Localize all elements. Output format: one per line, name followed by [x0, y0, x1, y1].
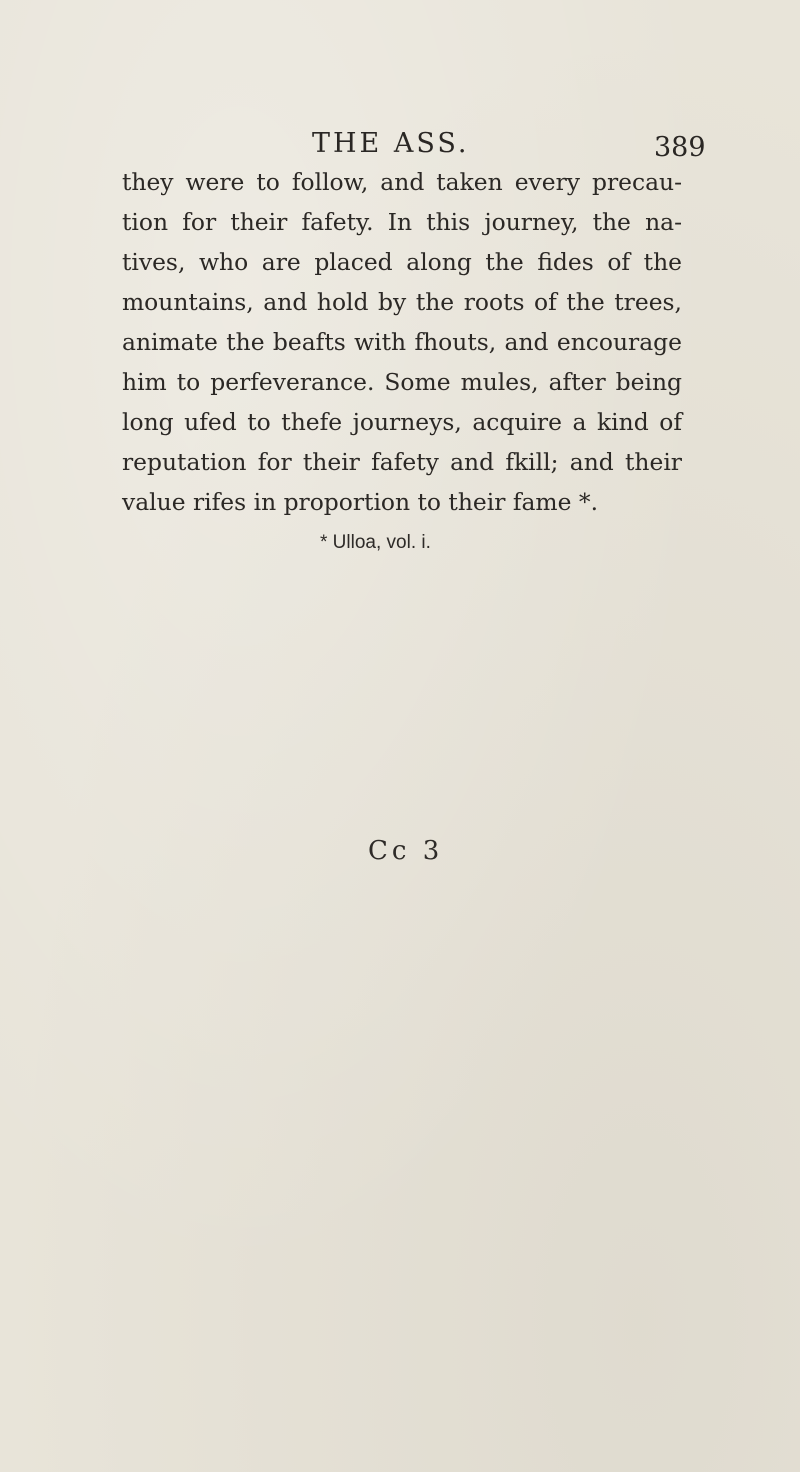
body-line: animate the beafts with fhouts, and encourage — [122, 328, 682, 356]
body-line: mountains, and hold by the roots of the trees, — [122, 288, 682, 316]
body-text — [122, 162, 682, 522]
body-line: tion for their fafety. In this journey, the na- — [122, 208, 682, 236]
footnote: * Ulloa, vol. i. — [320, 532, 431, 553]
body-line: reputation for their fafety and fkill; and their — [122, 448, 682, 476]
body-line: tives, who are placed along the fides of the — [122, 248, 682, 276]
page-number: 389 — [654, 132, 706, 163]
signature-mark: Cc 3 — [368, 836, 444, 866]
body-line: value rifes in proportion to their fame *. — [122, 488, 599, 516]
running-title: THE ASS. — [312, 128, 470, 159]
body-line: long ufed to thefe journeys, acquire a kind of — [122, 408, 682, 436]
body-line: they were to follow, and taken every precau- — [122, 168, 682, 196]
body-line: him to perfeverance. Some mules, after being — [122, 368, 682, 396]
